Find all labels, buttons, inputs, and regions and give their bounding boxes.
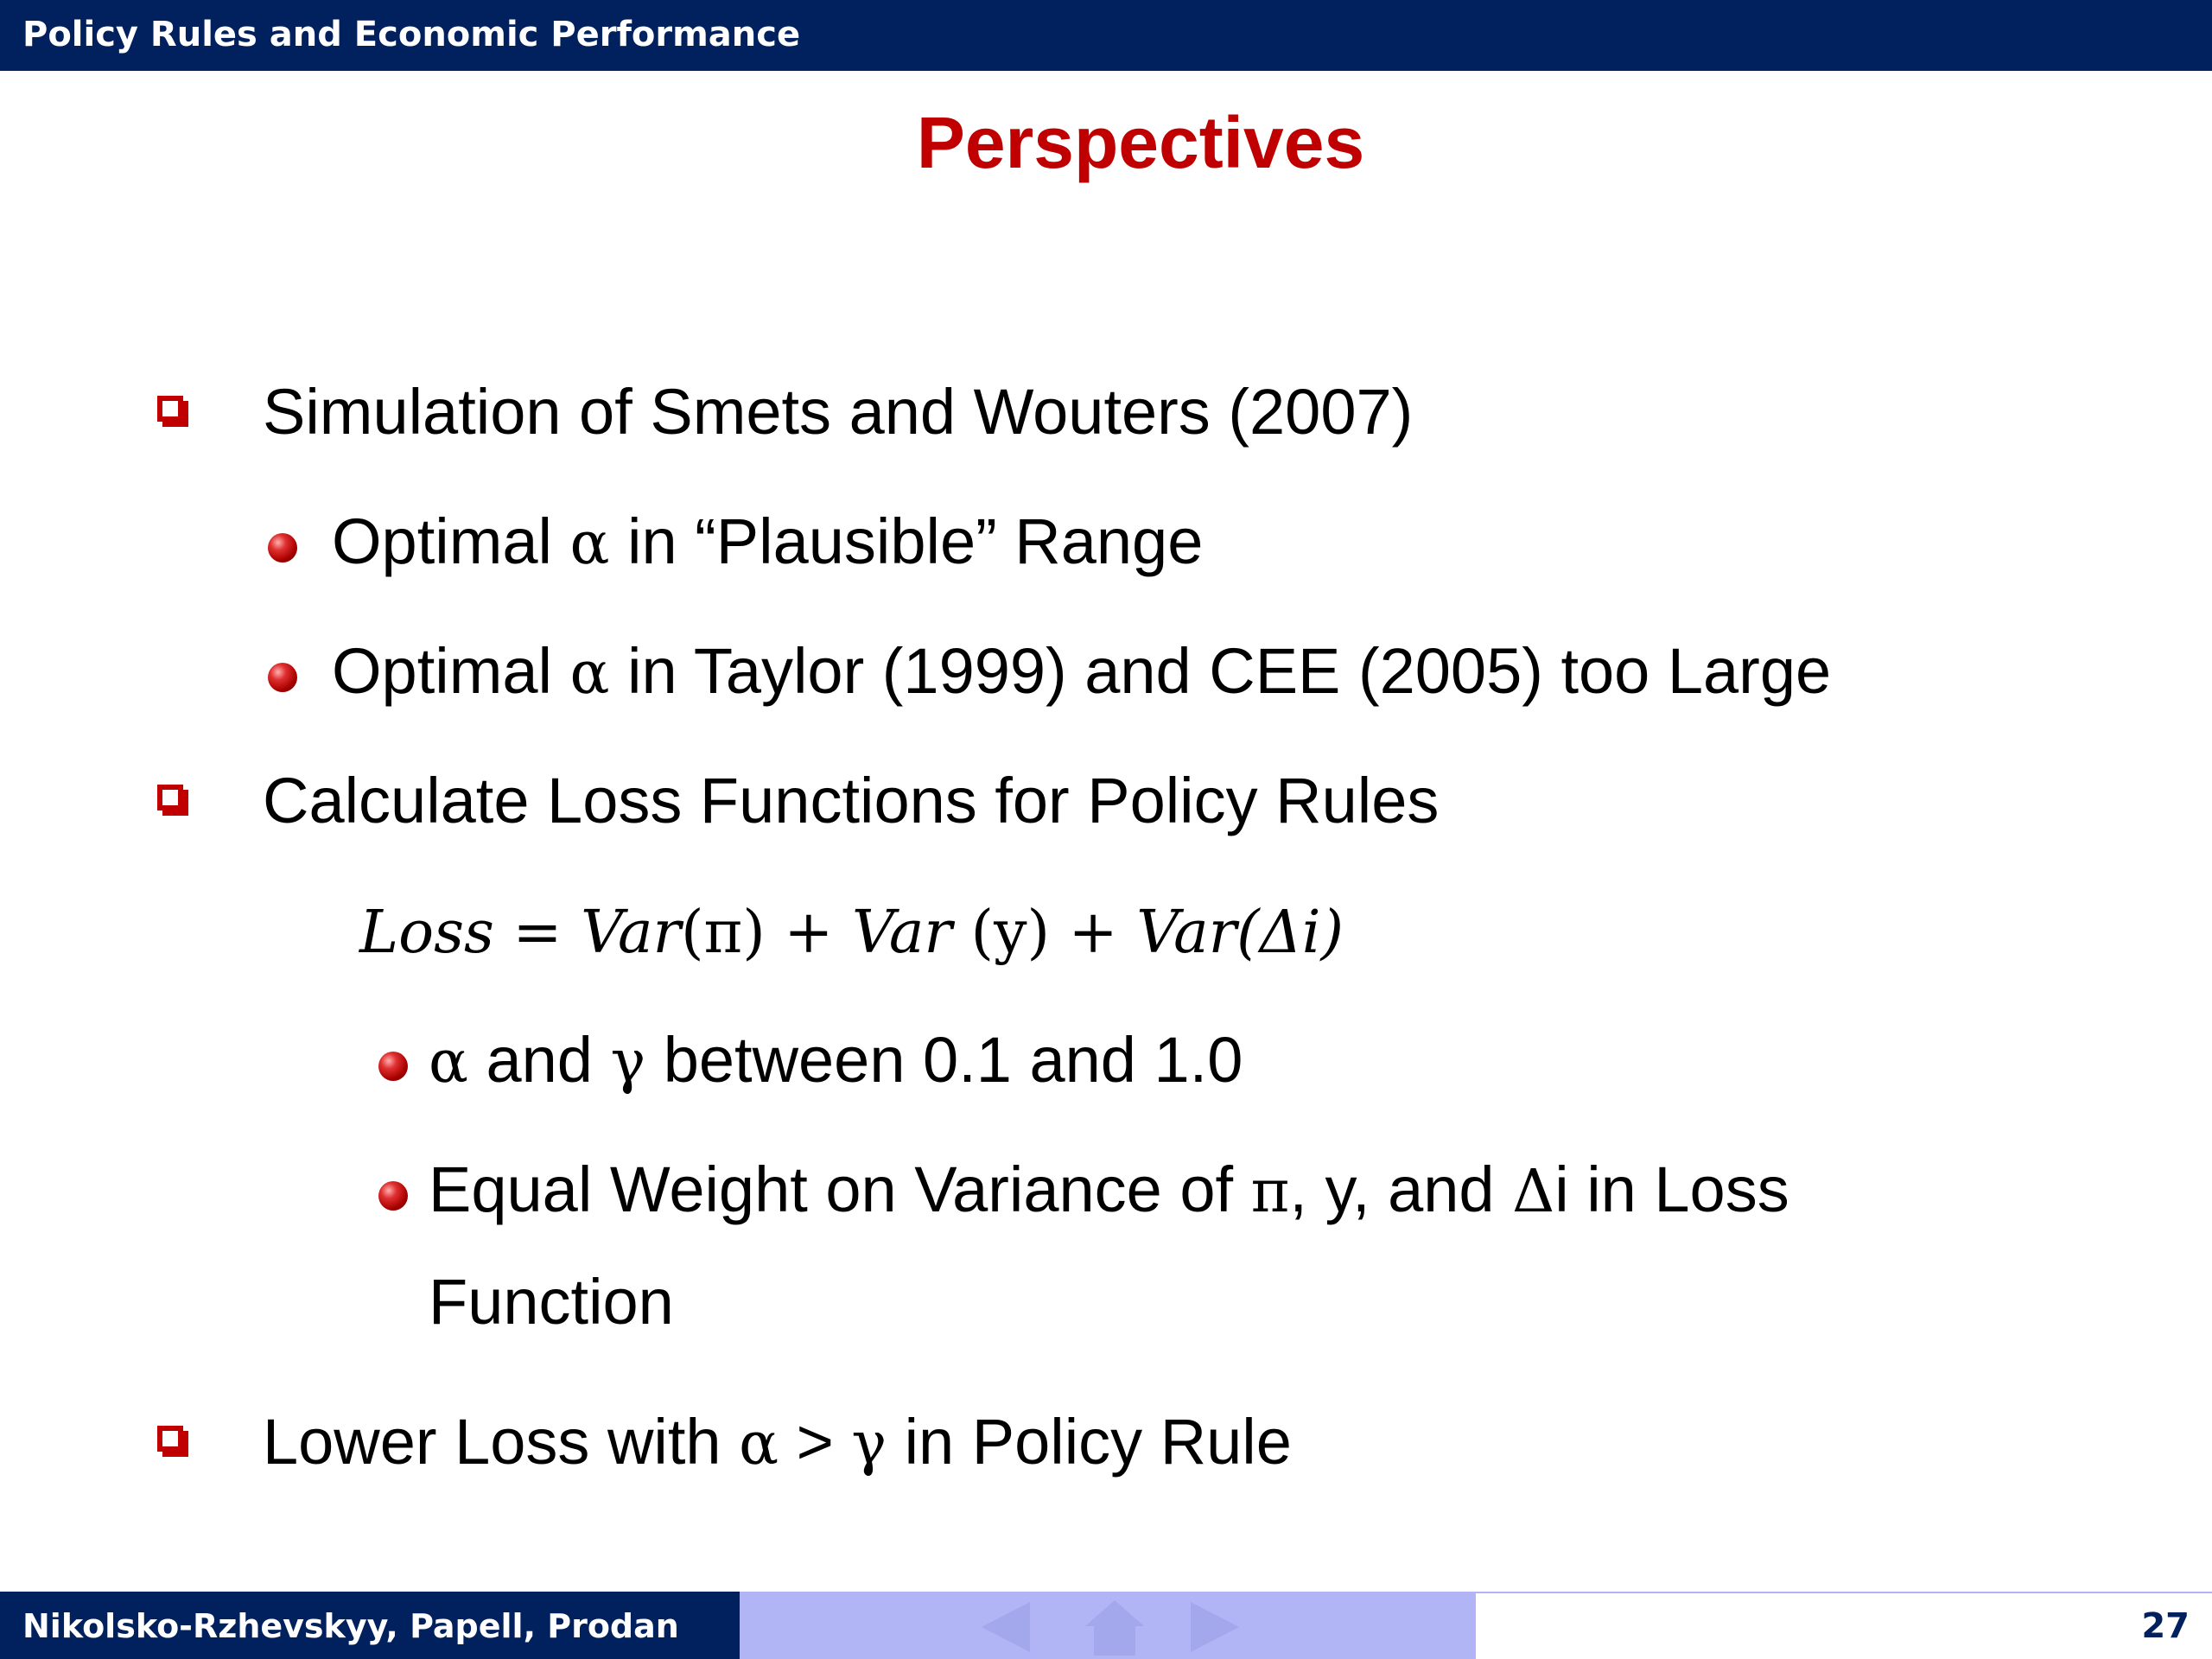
sub-bullet-taylor	[332, 632, 1831, 713]
delta-symbol: Δ	[1512, 1158, 1555, 1226]
nav-forward-icon[interactable]	[1184, 1597, 1244, 1657]
formula-var: Var	[1136, 899, 1237, 967]
formula-loss: Loss	[359, 899, 494, 967]
alpha-symbol: α	[429, 1028, 468, 1096]
ball-bullet-icon	[268, 533, 297, 563]
square-bullet-icon	[157, 396, 183, 422]
square-bullet-icon	[157, 1426, 183, 1452]
formula-equals: =	[493, 899, 582, 967]
bullet-text: Lower Loss with	[263, 1406, 740, 1478]
ball-bullet-icon	[378, 1052, 408, 1081]
bullet-calculate-loss	[263, 762, 1439, 840]
formula-plus: +	[765, 899, 852, 967]
sub-bullet-range	[429, 1021, 1243, 1102]
page-number: 27	[2141, 1606, 2190, 1646]
bullet-lower-loss	[263, 1403, 1292, 1484]
bullet-text: in “Plausible” Range	[609, 505, 1204, 577]
nav-back-icon[interactable]	[976, 1597, 1037, 1657]
bullet-text: in Policy Rule	[887, 1406, 1292, 1478]
gamma-symbol: γ	[851, 1410, 887, 1478]
alpha-symbol: α	[569, 510, 610, 578]
gamma-symbol: γ	[610, 1028, 646, 1096]
formula-var: Var	[852, 899, 952, 967]
bullet-text: Simulation of Smets and Wouters (2007)	[263, 376, 1414, 448]
footer-authors: Nikolsko-Rzhevskyy, Papell, Prodan	[22, 1607, 679, 1645]
footer-page-bar	[1476, 1592, 2212, 1659]
ball-bullet-icon	[268, 663, 297, 692]
formula-delta-i-term: (Δi)	[1236, 899, 1344, 967]
formula-y-term: (y)	[951, 899, 1051, 967]
sub-bullet-plausible	[332, 503, 1203, 583]
formula-pi-term: (π)	[681, 899, 766, 967]
square-bullet-icon	[157, 785, 183, 810]
loss-formula	[359, 890, 1344, 976]
alpha-symbol: α	[739, 1410, 779, 1478]
pi-symbol: π	[1250, 1158, 1290, 1226]
bullet-text: i in Loss	[1554, 1154, 1789, 1225]
bullet-text: , y, and	[1289, 1154, 1513, 1225]
bullet-text: and	[467, 1024, 611, 1096]
presentation-title: Policy Rules and Economic Performance	[22, 15, 801, 54]
sub-bullet-equal-weight-continued: Function	[429, 1266, 674, 1338]
formula-var: Var	[581, 899, 682, 967]
formula-plus: +	[1050, 899, 1137, 967]
ball-bullet-icon	[378, 1181, 408, 1211]
bullet-text: in Taylor (1999) and CEE (2005) too Large	[609, 635, 1832, 707]
bullet-text: Calculate Loss Functions for Policy Rules	[263, 765, 1440, 836]
bullet-text: >	[779, 1406, 852, 1478]
bullet-simulation	[263, 373, 1413, 451]
alpha-symbol: α	[569, 639, 610, 708]
nav-home-icon[interactable]	[1082, 1597, 1147, 1659]
bullet-text: Optimal	[332, 635, 570, 707]
bullet-text: between 0.1 and 1.0	[645, 1024, 1243, 1096]
bullet-text: Equal Weight on Variance of	[429, 1154, 1251, 1225]
bullet-text: Optimal	[332, 505, 570, 577]
slide-title: Perspectives	[916, 102, 1365, 183]
sub-bullet-equal-weight	[429, 1151, 1789, 1231]
